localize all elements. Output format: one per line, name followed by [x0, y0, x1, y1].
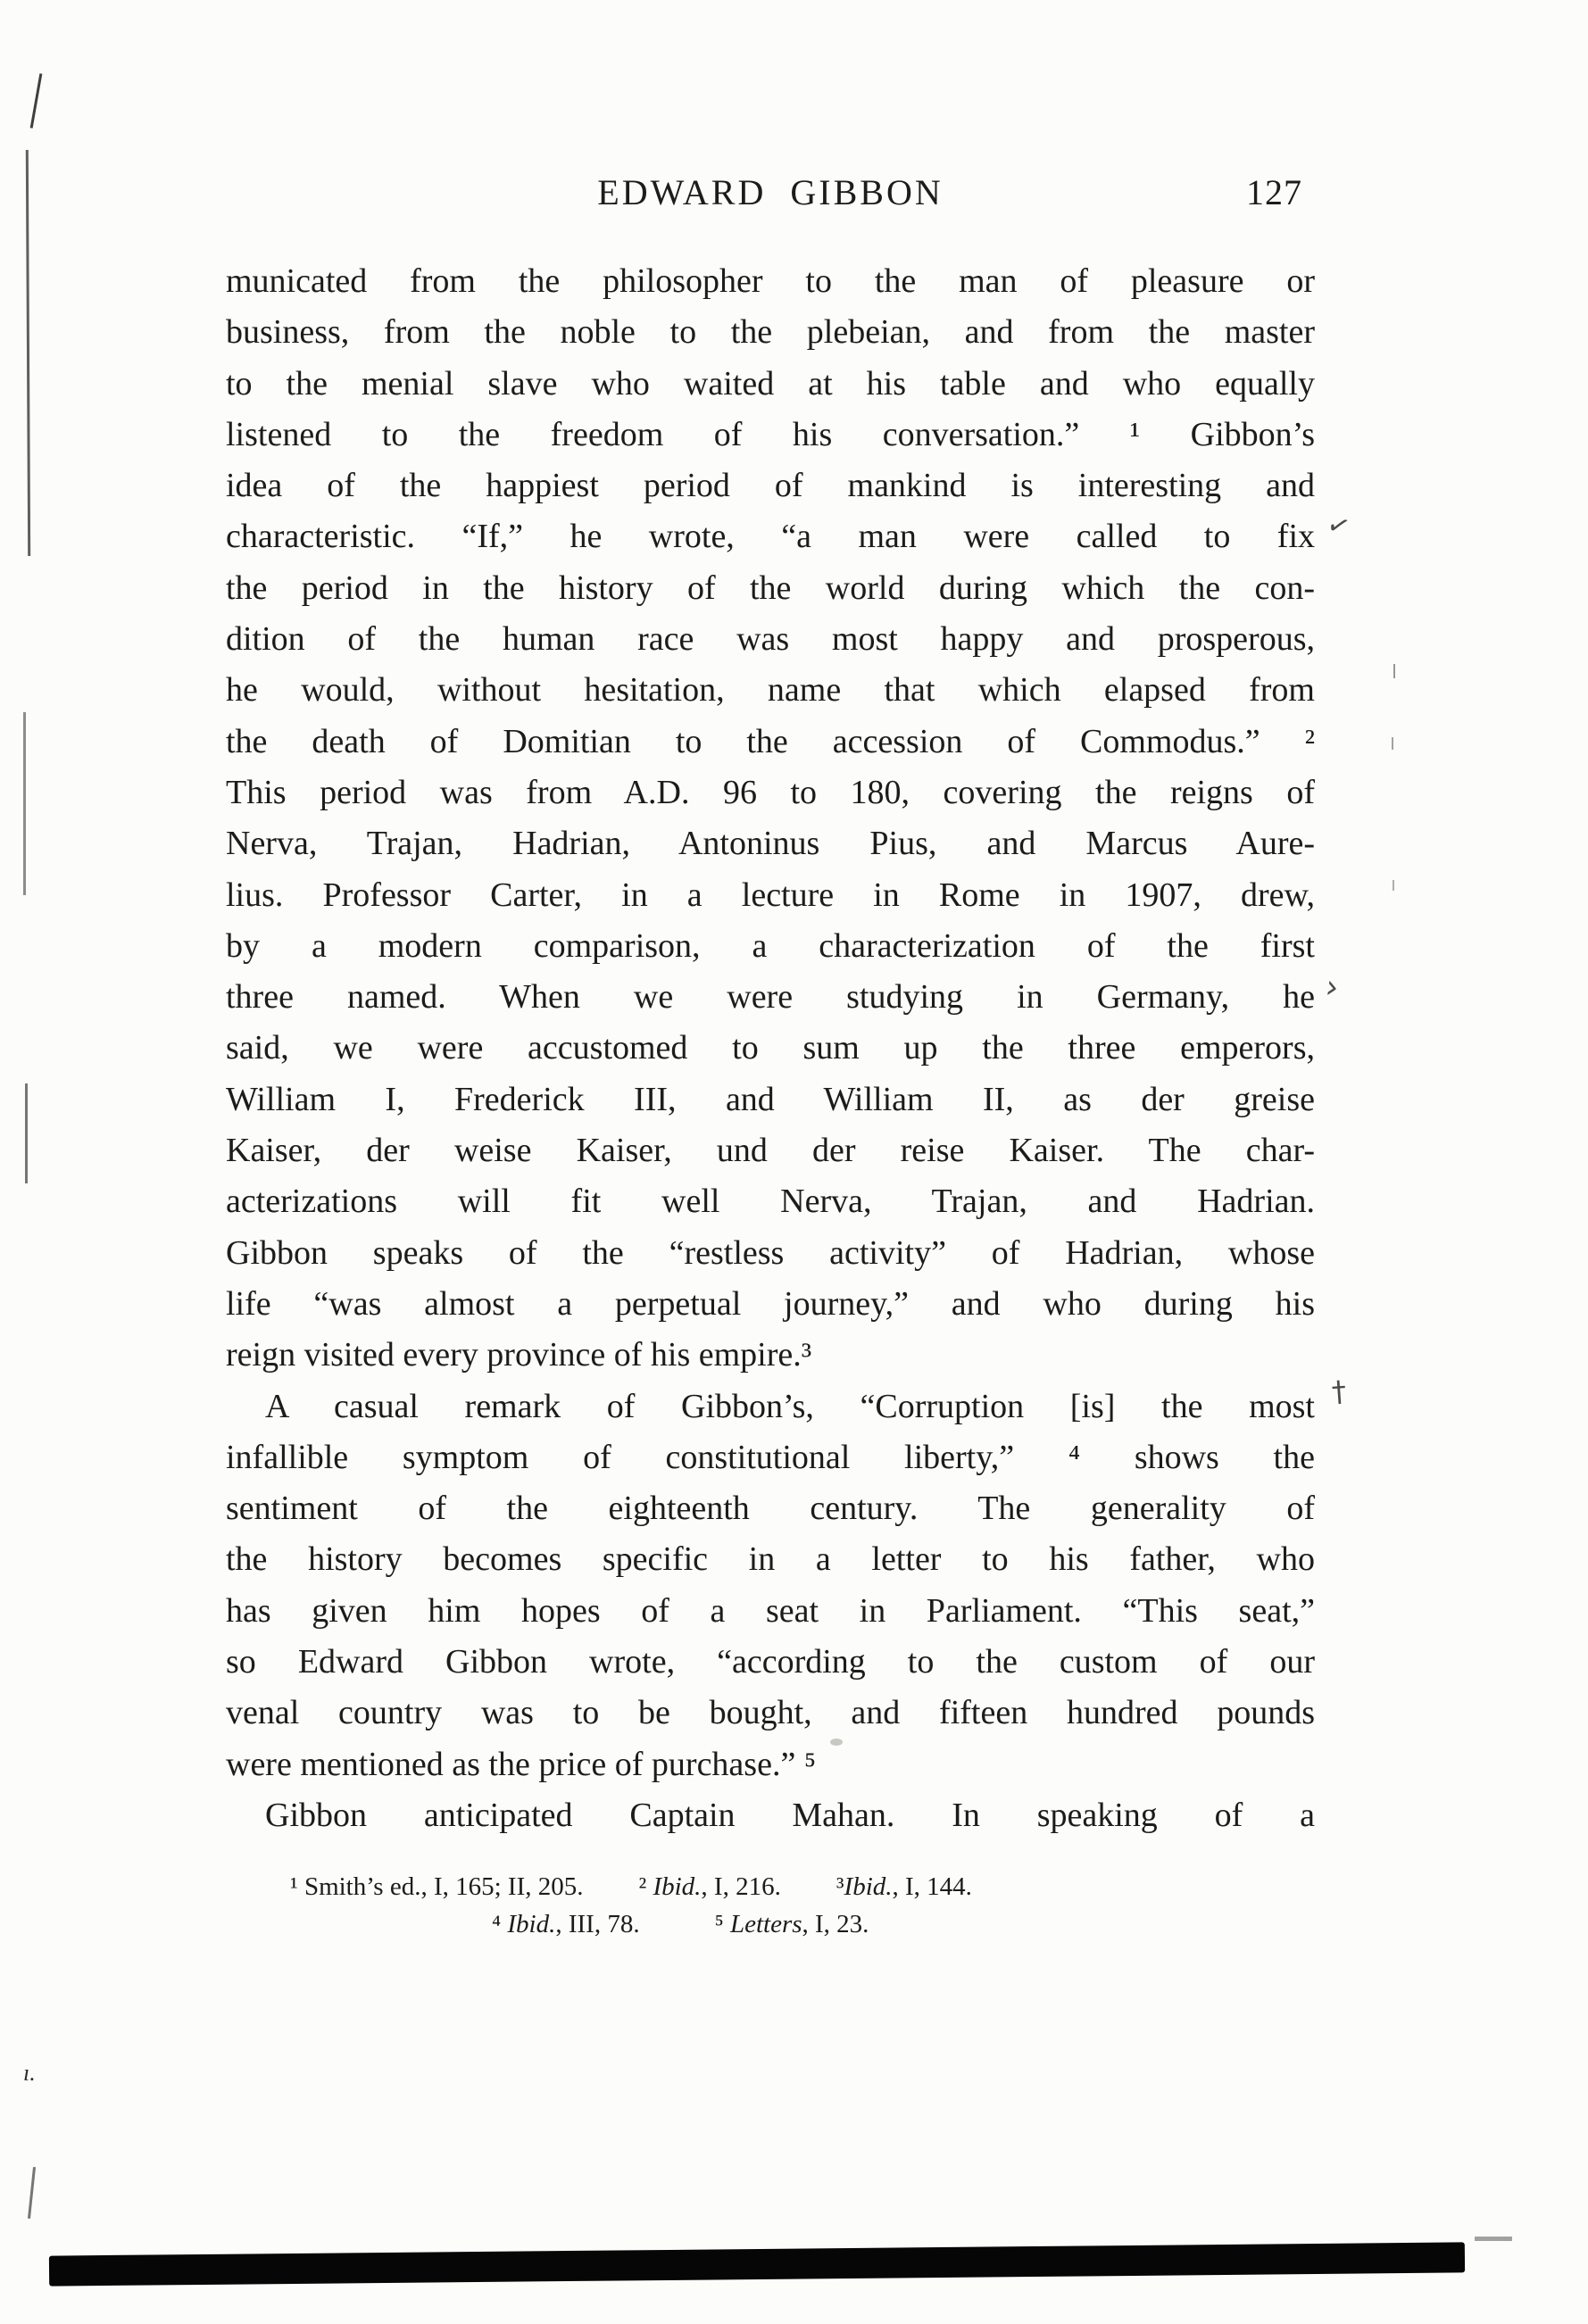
page-header-title: EDWARD GIBBON: [597, 172, 944, 212]
margin-pen-mark: †: [1330, 1374, 1348, 1409]
text-line: Gibbon anticipated Captain Mahan. In speaking of a: [265, 1796, 1315, 1834]
text-line: characteristic. “If,” he wrote, “a man were called to fix: [226, 518, 1315, 556]
text-line: venal country was to be bought, and fifteen hundred pounds: [226, 1694, 1315, 1732]
body-text: [226, 256, 1315, 1841]
text-line: to the menial slave who waited at his table and who equally: [226, 364, 1315, 403]
scan-artifact-line: [28, 2167, 36, 2219]
footnote: ⁵ Letters, I, 23.: [714, 1910, 869, 1938]
paragraph: [226, 1382, 1315, 1790]
text-line: has given him hopes of a seat in Parliament. “This seat,”: [226, 1591, 1315, 1630]
scan-artifact-tick: [1393, 664, 1395, 678]
scan-artifact-hook: [30, 73, 43, 129]
scan-artifact-line: [26, 150, 30, 556]
text-line: Nerva, Trajan, Hadrian, Antoninus Pius, and Marcus Aure-: [226, 825, 1315, 863]
text-line: said, we were accustomed to sum up the three emperors,: [226, 1029, 1315, 1067]
scan-artifact-stray-text: ı.: [23, 2060, 36, 2086]
text-line: the period in the history of the world during which the con-: [226, 569, 1315, 607]
text-line: business, from the noble to the plebeian, and from the master: [226, 313, 1315, 352]
footnote: ³Ibid., I, 144.: [836, 1872, 972, 1901]
footnote: ⁴ Ibid., III, 78.: [492, 1910, 640, 1938]
text-line: William I, Frederick III, and William II, as der greise: [226, 1080, 1315, 1118]
text-line: life “was almost a perpetual journey,” and who during his: [226, 1284, 1315, 1323]
text-line: he would, without hesitation, name that which elapsed from: [226, 671, 1315, 710]
footnote: ² Ibid., I, 216.: [638, 1872, 781, 1901]
footnote: ¹ Smith’s ed., I, 165; II, 205.: [290, 1872, 584, 1901]
scan-artifact-line: [25, 1083, 28, 1183]
text-line: lius. Professor Carter, in a lecture in Rome in 1907, drew,: [226, 876, 1315, 914]
text-line: so Edward Gibbon wrote, “according to the custom of our: [226, 1643, 1315, 1681]
text-line: acterizations will fit well Nerva, Trajan, and Hadrian.: [226, 1183, 1315, 1221]
text-line: reign visited every province of his empire.³: [226, 1336, 812, 1374]
text-line: Gibbon speaks of the “restless activity” of Hadrian, whose: [226, 1233, 1315, 1272]
footnote-row: [226, 1905, 1315, 1943]
text-line: municated from the philosopher to the man of pleasure or: [226, 262, 1315, 300]
text-line: Kaiser, der weise Kaiser, und der reise Kaiser. The char-: [226, 1132, 1315, 1170]
text-line: were mentioned as the price of purchase.” ⁵: [226, 1745, 817, 1783]
page-number: 127: [1246, 172, 1302, 212]
scan-artifact-tick: [1392, 737, 1393, 750]
footnotes: [226, 1868, 1315, 1943]
text-line: idea of the happiest period of mankind is interesting and: [226, 467, 1315, 505]
footnote-row: [226, 1868, 1315, 1905]
text-line: A casual remark of Gibbon’s, “Corruption [is] the most: [265, 1387, 1315, 1425]
text-line: sentiment of the eighteenth century. The generality of: [226, 1490, 1315, 1528]
text-line: the history becomes specific in a letter to his father, who: [226, 1540, 1315, 1579]
margin-pen-mark: ✓: [1323, 507, 1354, 545]
paragraph: [226, 256, 1315, 1382]
margin-pen-mark: ›: [1323, 968, 1342, 1007]
text-line: infallible symptom of constitutional liberty,” ⁴ shows the: [226, 1438, 1315, 1476]
running-head: [226, 171, 1315, 225]
text-line: three named. When we were studying in Germany, he: [226, 978, 1315, 1017]
scan-artifact-dash: [1475, 2237, 1512, 2241]
text-line: This period was from A.D. 96 to 180, covering the reigns of: [226, 773, 1315, 811]
text-line: by a modern comparison, a characterization of the first: [226, 926, 1315, 965]
scan-artifact-tick: [1393, 880, 1394, 891]
scan-artifact-line: [23, 712, 26, 895]
text-line: the death of Domitian to the accession of Commodus.” ²: [226, 722, 1315, 760]
text-line: listened to the freedom of his conversation.” ¹ Gibbon’s: [226, 415, 1315, 453]
text-line: dition of the human race was most happy and prosperous,: [226, 620, 1315, 659]
paragraph: [226, 1790, 1315, 1841]
scan-artifact-bottom-bar: [49, 2242, 1465, 2286]
